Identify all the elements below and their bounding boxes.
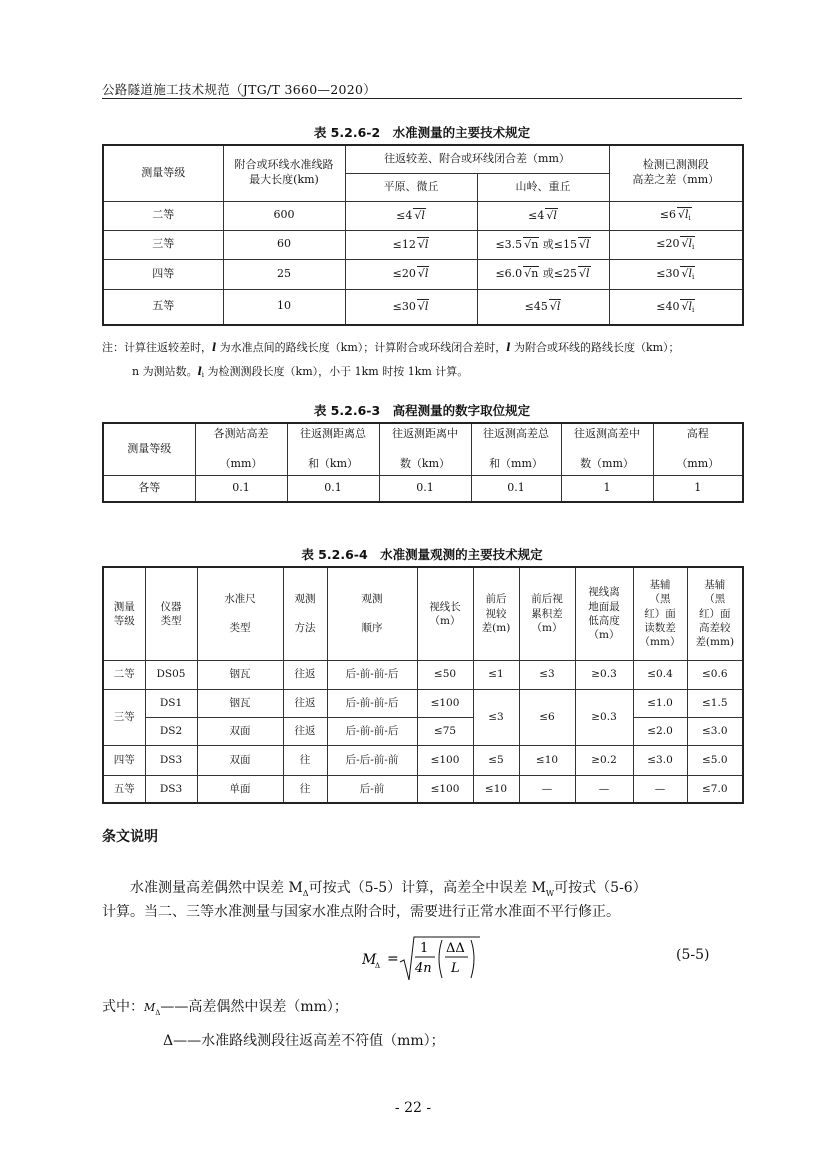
svg-text:=: =	[387, 951, 399, 967]
section-title: 条文说明	[102, 829, 158, 845]
header-sight-diff: 前后 视较 差(m)	[473, 567, 519, 660]
radical-sign	[400, 937, 480, 980]
header-height-diff: 基辅 （黑 红）面 高差较 差(mm)	[687, 567, 743, 660]
header-method: 观测 方法	[283, 567, 327, 660]
table-row: 四等 25 ≤20√ l ≤6.0√ n 或≤25√ l ≤30√ $l_i$	[103, 259, 743, 289]
table3-caption: 表 5.2.6-4 水准测量观测的主要技术规定	[301, 547, 543, 562]
table1-caption: 表 5.2.6-2 水准测量的主要技术规定	[313, 125, 531, 140]
header-distance-mean: 往返测距离中 数（km）	[379, 423, 471, 475]
table-row: 五等 10 ≤30√ l ≤45√ l ≤40√ $l_i$	[103, 289, 743, 325]
table1-note: 注：计算往返较差时，l 为水准点间的路线长度（km）；计算附合或环线闭合差时，l 为附合或环线的路线长度（km）； n 为测站数。$l_i$ 为检测测段长度（km），小于 1km 时按 1km 计算。	[102, 341, 680, 379]
header-cumulative: 前后视 累积差 （m）	[519, 567, 575, 660]
formula-frac-den: L	[451, 961, 460, 976]
page-number: - 22 -	[394, 1100, 432, 1116]
header-rule	[102, 98, 742, 99]
table-row: 四等 DS3 双面 往 后-后-前-前 ≤100 ≤5 ≤10 ≥0.2 ≤3.0 ≤5.0	[103, 745, 743, 775]
header-instrument: 仪器 类型	[145, 567, 197, 660]
table-row: DS2 双面 往返 后-前-前-后 ≤75 ≤2.0 ≤3.0	[103, 717, 743, 745]
header-level: 测量等级	[103, 145, 223, 201]
table2-caption: 表 5.2.6-3 高程测量的数字取位规定	[313, 403, 531, 418]
page-header: 公路隧道施工技术规范（JTG/T 3660—2020）	[102, 82, 377, 97]
definition-1: 式中：$M_\Delta——$高差偶然中误差（mm）；	[102, 999, 348, 1017]
formula-5-5	[362, 934, 502, 984]
header-order: 观测 顺序	[327, 567, 417, 660]
explanation-paragraph-2: 计算。当二、三等水准测量与国家水准点附合时，需要进行正常水准面不平行修正。	[102, 904, 620, 920]
header-hill: 山岭、重丘	[477, 173, 609, 201]
table-observation-requirements	[102, 566, 744, 804]
header-height-mean: 往返测高差中 数（mm）	[561, 423, 653, 475]
header-station-diff: 各测站高差 （mm）	[195, 423, 287, 475]
header-reading-diff: 基辅 （黑 红）面 读数差 （mm）	[633, 567, 687, 660]
table-row: 五等 DS3 单面 往 后-前 ≤100 ≤10 — — — ≤7.0	[103, 775, 743, 803]
table-row: 三等 60 ≤12√ l ≤3.5√ n 或≤15√ l ≤20√ $l_i$	[103, 230, 743, 259]
explanation-paragraph: 水准测量高差偶然中误差 $M_\Delta$可按式（5-5）计算，高差全中误差 $M_W$可按式（5-6）	[130, 880, 647, 898]
header-sight-length: 视线长 （m）	[417, 567, 473, 660]
header-level: 测量等级	[103, 423, 195, 475]
header-route-length: 附合或环线水准线路 最大长度(km)	[223, 145, 345, 201]
header-height-sum: 往返测高差总 和（mm）	[471, 423, 561, 475]
formula-den: 4n	[415, 961, 432, 976]
header-staff: 水准尺 类型	[197, 567, 283, 660]
header-elevation: 高程 （mm）	[653, 423, 743, 475]
header-closure: 往返较差、附合或环线闭合差（mm）	[345, 145, 609, 173]
formula-number: (5-5)	[676, 947, 710, 963]
definition-2: Δ——水准路线测段往返高差不符值（mm）；	[163, 1033, 445, 1049]
table-row: 二等 600 ≤4√ l ≤4√ l ≤6√ $l_i$	[103, 201, 743, 230]
header-ground-height: 视线离 地面最 低高度 （m）	[575, 567, 633, 660]
header-distance-sum: 往返测距离总 和（km）	[287, 423, 379, 475]
table-row: 三等 DS1 铟瓦 往返 后-前-前-后 ≤100 ≤3 ≤6 ≥0.3 ≤1.0 ≤1.5	[103, 689, 743, 717]
table-row: 各等 0.1 0.1 0.1 0.1 1 1	[103, 475, 743, 502]
header-flat: 平原、微丘	[345, 173, 477, 201]
formula-num: 1	[420, 941, 429, 956]
formula-frac-num: ΔΔ	[446, 941, 465, 956]
formula-graphic	[362, 934, 502, 984]
table-row: 二等 DS05 铟瓦 往返 后-前-前-后 ≤50 ≤1 ≤3 ≥0.3 ≤0.4 ≤0.6	[103, 660, 743, 689]
header-level: 测量 等级	[103, 567, 145, 660]
header-check: 检测已测测段 高差之差（mm）	[609, 145, 743, 201]
table-leveling-requirements	[102, 144, 744, 326]
formula-lhs: M	[362, 952, 377, 968]
table-elevation-digits	[102, 422, 744, 503]
formula-lhs-sub: Δ	[375, 962, 381, 970]
